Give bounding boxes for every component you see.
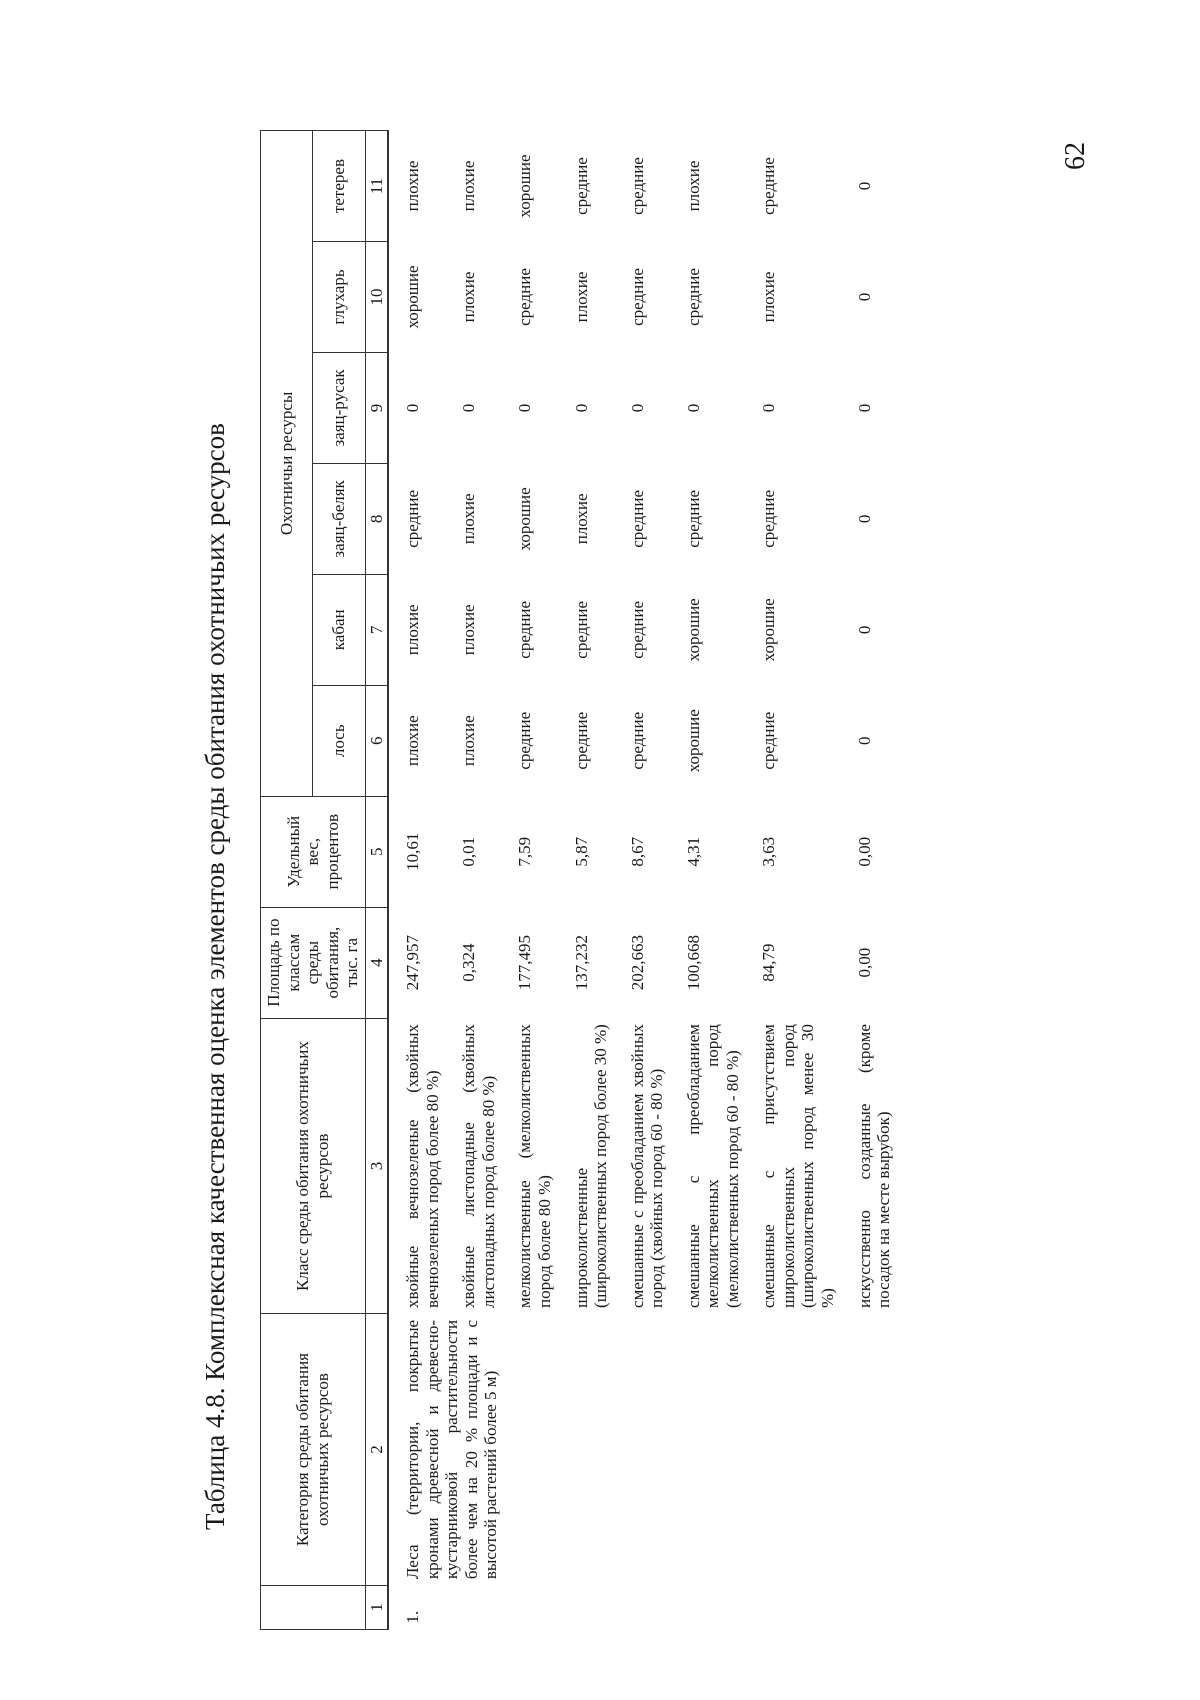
- rating: 0: [854, 403, 874, 413]
- rating: средние: [571, 157, 591, 215]
- area-value: 247,957: [403, 935, 423, 991]
- table-row: [388, 131, 445, 1630]
- share-value: 8,67: [627, 836, 647, 867]
- rating: хорошие: [683, 709, 703, 773]
- rating: 0: [854, 292, 874, 302]
- rating: средние: [515, 268, 535, 326]
- rating: плохие: [571, 493, 591, 545]
- rating: 0: [854, 181, 874, 191]
- rating: 0: [459, 403, 479, 413]
- header-game-resources: Охотничьи ресурсы: [261, 131, 313, 797]
- rating: плохие: [571, 271, 591, 323]
- column-number: 5: [365, 796, 388, 907]
- header-species: тетерев: [313, 131, 365, 242]
- share-value: 4,31: [683, 836, 703, 867]
- rating: плохие: [403, 160, 423, 212]
- header-col1: [261, 1585, 366, 1629]
- rating: средние: [571, 711, 591, 770]
- category-number: 1.: [403, 1610, 423, 1624]
- rating: плохие: [459, 271, 479, 323]
- rating: средние: [683, 490, 703, 548]
- category-text: Леса (территории, покрытые кронами древесной и древесно-кустарниковой растительности более чем на 20 % площади и с высотой растений более 5 м): [403, 1319, 501, 1580]
- column-number: 9: [365, 352, 388, 463]
- rating: 0: [627, 403, 647, 413]
- rating: плохие: [459, 160, 479, 212]
- rating: 0: [571, 403, 591, 413]
- share-value: 3,63: [759, 836, 779, 867]
- share-value: 0,00: [854, 836, 874, 867]
- rating: плохие: [403, 604, 423, 656]
- column-number: 10: [365, 242, 388, 353]
- habitat-class: смешанные с преобладанием мелколиственных пород (мелколиственных пород 60 - 80 %): [683, 1024, 742, 1308]
- area-value: 100,668: [683, 935, 703, 991]
- habitat-class: хвойные листопадные (хвойных листопадных пород более 80 %): [459, 1024, 498, 1308]
- header-category: Категория среды обитания охотничьих ресурсов: [261, 1314, 366, 1585]
- rating: хорошие: [759, 598, 779, 662]
- rating: средние: [759, 490, 779, 548]
- rating: плохие: [403, 715, 423, 767]
- table-title: Таблица 4.8. Комплексная качественная оценка элементов среды обитания охотничьих ресурсов: [200, 423, 230, 1530]
- column-number: 11: [365, 131, 388, 242]
- rating: средние: [759, 157, 779, 215]
- column-number: 3: [365, 1018, 388, 1314]
- habitat-class: смешанные с присутствием широколиственных пород (широколиственных пород менее 30 %): [759, 1024, 838, 1308]
- rating: средние: [759, 711, 779, 770]
- header-species: заяц-русак: [313, 352, 365, 463]
- column-number: 4: [365, 907, 388, 1018]
- rating: средние: [683, 268, 703, 326]
- share-value: 10,61: [403, 832, 423, 871]
- rating: средние: [515, 600, 535, 659]
- rating: плохие: [759, 271, 779, 323]
- share-value: 0,01: [459, 836, 479, 867]
- area-value: 177,495: [515, 935, 535, 991]
- column-number: 6: [365, 685, 388, 796]
- rating: средние: [515, 711, 535, 770]
- habitat-class: искусственно созданные (кроме посадок на месте вырубок): [854, 1024, 894, 1308]
- rating: плохие: [459, 715, 479, 767]
- header-species: лось: [313, 685, 365, 796]
- rating: 0: [515, 403, 535, 413]
- habitat-assessment-table: [260, 130, 897, 1630]
- column-number: 2: [365, 1314, 388, 1585]
- rating: хорошие: [515, 487, 535, 551]
- header-class: Класс среды обитания охотничьих ресурсов: [261, 1018, 366, 1314]
- rating: средние: [627, 157, 647, 215]
- header-species: кабан: [313, 574, 365, 685]
- column-number: 8: [365, 463, 388, 574]
- rating: хорошие: [515, 154, 535, 218]
- rotated-page-content: [200, 100, 1100, 1700]
- area-value: 0,00: [854, 947, 874, 978]
- share-value: 5,87: [571, 836, 591, 867]
- rating: 0: [854, 625, 874, 635]
- rating: 0: [683, 403, 703, 413]
- rating: плохие: [459, 493, 479, 545]
- rating: средние: [627, 268, 647, 326]
- header-share: Удельный вес, процентов: [261, 796, 366, 907]
- header-species: заяц-беляк: [313, 463, 365, 574]
- rating: хорошие: [683, 598, 703, 662]
- habitat-class: широколиственные (широколиственных пород более 30 %): [571, 1024, 611, 1308]
- habitat-class: мелколиственные (мелколиственных пород более 80 %): [515, 1024, 555, 1308]
- rating: средние: [627, 490, 647, 548]
- rating: плохие: [459, 604, 479, 656]
- area-value: 0,324: [459, 943, 479, 982]
- column-number: 7: [365, 574, 388, 685]
- rating: 0: [854, 514, 874, 524]
- header-area: Площадь по классам среды обитания, тыс. га: [261, 907, 366, 1018]
- habitat-class: хвойные вечнозеленые (хвойных вечнозеленых пород более 80 %): [403, 1024, 442, 1308]
- area-value: 202,663: [627, 935, 647, 991]
- habitat-class: смешанные с преобладанием хвойных пород (хвойных пород 60 - 80 %): [627, 1024, 667, 1308]
- rating: 0: [403, 403, 423, 413]
- header-species: глухарь: [313, 242, 365, 353]
- rating: средние: [627, 600, 647, 659]
- page-number: 62: [1060, 142, 1091, 170]
- rating: 0: [759, 403, 779, 413]
- area-value: 137,232: [571, 935, 591, 991]
- rating: 0: [854, 736, 874, 745]
- area-value: 84,79: [759, 943, 779, 982]
- rating: средние: [571, 600, 591, 659]
- rating: плохие: [683, 160, 703, 212]
- rating: средние: [403, 490, 423, 548]
- rating: хорошие: [403, 265, 423, 329]
- share-value: 7,59: [515, 836, 535, 867]
- column-number: 1: [365, 1585, 388, 1629]
- rating: средние: [627, 711, 647, 770]
- column-number-row: [365, 131, 388, 1630]
